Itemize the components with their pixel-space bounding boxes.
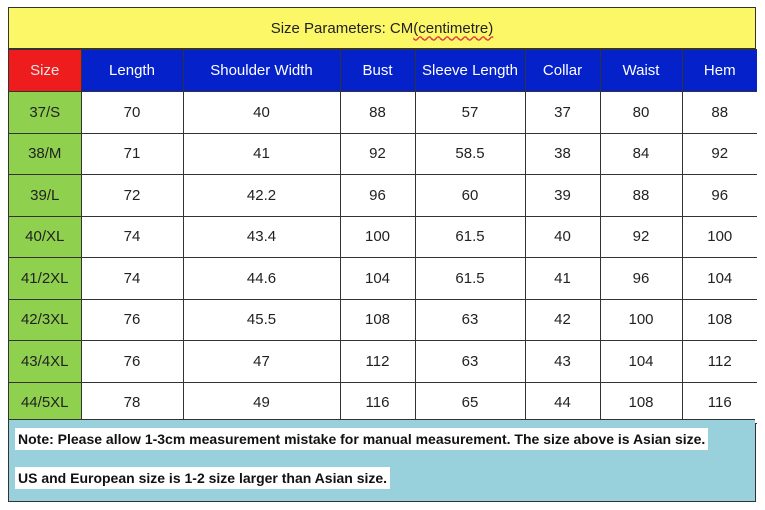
table-body: [9, 92, 757, 424]
measurement-cell: 45.5: [183, 299, 340, 341]
measurement-cell: 88: [682, 92, 757, 134]
measurement-cell: 70: [81, 92, 183, 134]
measurement-cell: 47: [183, 341, 340, 383]
measurement-cell: 39: [525, 175, 600, 217]
size-label-cell: 37/S: [9, 92, 81, 134]
measurement-cell: 58.5: [415, 133, 525, 175]
measurement-cell: 61.5: [415, 258, 525, 300]
size-table: [9, 49, 757, 424]
measurement-cell: 65: [415, 382, 525, 424]
measurement-cell: 76: [81, 299, 183, 341]
measurement-cell: 96: [340, 175, 415, 217]
measurement-cell: 37: [525, 92, 600, 134]
measurement-cell: 43.4: [183, 216, 340, 258]
measurement-cell: 116: [682, 382, 757, 424]
measurement-cell: 96: [600, 258, 682, 300]
table-row: [9, 92, 757, 134]
measurement-cell: 100: [600, 299, 682, 341]
measurement-cell: 44: [525, 382, 600, 424]
size-label-cell: 41/2XL: [9, 258, 81, 300]
measurement-cell: 63: [415, 299, 525, 341]
measurement-cell: 42: [525, 299, 600, 341]
measurement-cell: 71: [81, 133, 183, 175]
measurement-cell: 41: [183, 133, 340, 175]
measurement-cell: 43: [525, 341, 600, 383]
size-label-cell: 44/5XL: [9, 382, 81, 424]
measurement-cell: 92: [600, 216, 682, 258]
size-label-cell: 42/3XL: [9, 299, 81, 341]
table-row: [9, 216, 757, 258]
measurement-cell: 80: [600, 92, 682, 134]
size-label-cell: 38/M: [9, 133, 81, 175]
measurement-cell: 92: [682, 133, 757, 175]
measurement-cell: 49: [183, 382, 340, 424]
chart-title: [9, 8, 755, 49]
table-row: [9, 258, 757, 300]
note-allowance: Note: Please allow 1-3cm measurement mistake for manual measurement. The size above is Asian size.: [15, 428, 708, 450]
table-row: [9, 382, 757, 424]
measurement-cell: 63: [415, 341, 525, 383]
measurement-cell: 108: [682, 299, 757, 341]
size-label-cell: 43/4XL: [9, 341, 81, 383]
measurement-cell: 41: [525, 258, 600, 300]
measurement-cell: 44.6: [183, 258, 340, 300]
measurement-cell: 112: [682, 341, 757, 383]
header-length: Length: [81, 50, 183, 92]
notes-panel: [9, 419, 755, 501]
table-row: [9, 175, 757, 217]
note-conversion: US and European size is 1-2 size larger than Asian size.: [15, 467, 390, 489]
size-chart: [8, 7, 756, 502]
measurement-cell: 40: [183, 92, 340, 134]
measurement-cell: 112: [340, 341, 415, 383]
table-row: [9, 299, 757, 341]
measurement-cell: 104: [682, 258, 757, 300]
measurement-cell: 104: [340, 258, 415, 300]
measurement-cell: 60: [415, 175, 525, 217]
measurement-cell: 74: [81, 216, 183, 258]
size-label-cell: 39/L: [9, 175, 81, 217]
header-size: Size: [9, 50, 81, 92]
measurement-cell: 42.2: [183, 175, 340, 217]
measurement-cell: 96: [682, 175, 757, 217]
measurement-cell: 57: [415, 92, 525, 134]
measurement-cell: 92: [340, 133, 415, 175]
title-prefix: Size Parameters: CM: [270, 19, 414, 37]
table-row: [9, 341, 757, 383]
measurement-cell: 108: [340, 299, 415, 341]
title-unit: (centimetre): [413, 19, 494, 37]
header-shoulder-width: Shoulder Width: [183, 50, 340, 92]
header-hem: Hem: [682, 50, 757, 92]
measurement-cell: 116: [340, 382, 415, 424]
measurement-cell: 74: [81, 258, 183, 300]
header-sleeve-length: Sleeve Length: [415, 50, 525, 92]
measurement-cell: 88: [340, 92, 415, 134]
measurement-cell: 76: [81, 341, 183, 383]
measurement-cell: 61.5: [415, 216, 525, 258]
measurement-cell: 104: [600, 341, 682, 383]
measurement-cell: 84: [600, 133, 682, 175]
measurement-cell: 88: [600, 175, 682, 217]
header-collar: Collar: [525, 50, 600, 92]
measurement-cell: 100: [682, 216, 757, 258]
measurement-cell: 40: [525, 216, 600, 258]
header-row: [9, 50, 757, 92]
measurement-cell: 100: [340, 216, 415, 258]
measurement-cell: 78: [81, 382, 183, 424]
measurement-cell: 38: [525, 133, 600, 175]
measurement-cell: 72: [81, 175, 183, 217]
size-label-cell: 40/XL: [9, 216, 81, 258]
table-row: [9, 133, 757, 175]
header-waist: Waist: [600, 50, 682, 92]
measurement-cell: 108: [600, 382, 682, 424]
header-bust: Bust: [340, 50, 415, 92]
